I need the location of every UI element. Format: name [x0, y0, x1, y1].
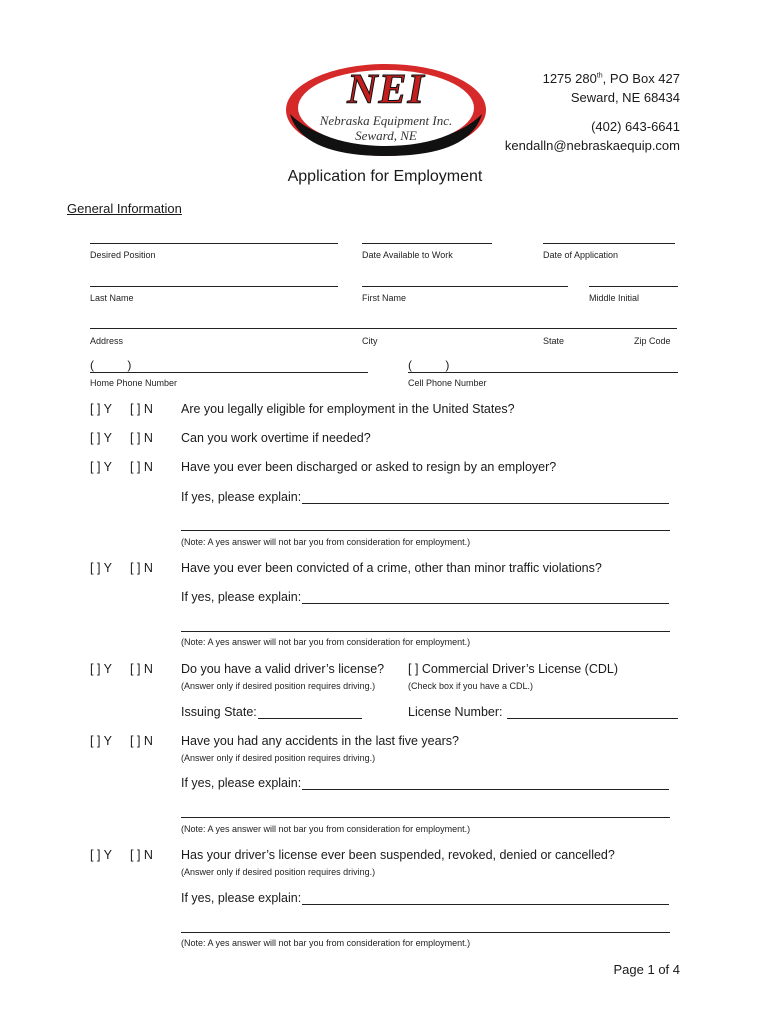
last-name-line[interactable]: [90, 286, 338, 287]
logo-initials: NEI: [347, 67, 425, 113]
address-line[interactable]: [90, 328, 677, 329]
q5-note: (Answer only if desired position requires driving.): [181, 681, 376, 691]
cdl-checkbox[interactable]: [ ] Commercial Driver’s License (CDL): [408, 662, 618, 676]
q6-note-yes: (Note: A yes answer will not bar you from consideration for employment.): [181, 824, 471, 834]
address-suffix: th: [596, 72, 603, 80]
q7-no-checkbox[interactable]: [ ] N: [130, 848, 153, 862]
q7-note-yes: (Note: A yes answer will not bar you from consideration for employment.): [181, 938, 471, 948]
q2-text: Can you work overtime if needed?: [181, 431, 371, 445]
state-label: State: [543, 336, 565, 346]
page-number: Page 1 of 4: [613, 962, 680, 977]
q4-note: (Note: A yes answer will not bar you from consideration for employment.): [181, 637, 471, 647]
company-logo: [282, 60, 490, 160]
q3-explain-line1[interactable]: [302, 503, 669, 504]
last-name-label: Last Name: [90, 293, 134, 303]
q6-explain-line2[interactable]: [181, 817, 670, 818]
q2-yes-checkbox[interactable]: [ ] Y: [90, 431, 113, 445]
q6-explain-label: If yes, please explain:: [181, 776, 302, 790]
q1-yes-checkbox[interactable]: [ ] Y: [90, 402, 113, 416]
q6-note: (Answer only if desired position requires driving.): [181, 753, 376, 763]
page-title: Application for Employment: [287, 168, 483, 185]
q7-explain-label: If yes, please explain:: [181, 891, 302, 905]
company-phone: (402) 643-6641: [591, 119, 680, 134]
q7-note: (Answer only if desired position requires driving.): [181, 867, 376, 877]
q7-explain-line1[interactable]: [302, 904, 669, 905]
q4-explain-label: If yes, please explain:: [181, 590, 302, 604]
q4-yes-checkbox[interactable]: [ ] Y: [90, 561, 113, 575]
section-heading: General Information: [67, 201, 182, 216]
first-name-label: First Name: [362, 293, 407, 303]
cell-phone-label: Cell Phone Number: [408, 378, 487, 388]
date-application-label: Date of Application: [543, 250, 619, 260]
q5-yes-checkbox[interactable]: [ ] Y: [90, 662, 113, 676]
q3-no-checkbox[interactable]: [ ] N: [130, 460, 153, 474]
date-application-line[interactable]: [543, 243, 675, 244]
home-phone-paren: ( ): [90, 358, 132, 372]
q4-no-checkbox[interactable]: [ ] N: [130, 561, 153, 575]
q3-explain-label: If yes, please explain:: [181, 490, 302, 504]
logo-company-name: Nebraska Equipment Inc.: [319, 113, 453, 128]
q6-no-checkbox[interactable]: [ ] N: [130, 734, 153, 748]
city-label: City: [362, 336, 378, 346]
license-number-label: License Number:: [408, 705, 503, 719]
cell-phone-paren: ( ): [408, 358, 450, 372]
date-available-label: Date Available to Work: [362, 250, 453, 260]
q5-text: Do you have a valid driver’s license?: [181, 662, 385, 676]
company-address-line1: [543, 71, 680, 86]
q4-explain-line1[interactable]: [302, 603, 669, 604]
q3-text: Have you ever been discharged or asked to resign by an employer?: [181, 460, 557, 474]
q5-no-checkbox[interactable]: [ ] N: [130, 662, 153, 676]
q6-text: Have you had any accidents in the last five years?: [181, 734, 459, 748]
middle-initial-label: Middle Initial: [589, 293, 640, 303]
q7-yes-checkbox[interactable]: [ ] Y: [90, 848, 113, 862]
q6-explain-line1[interactable]: [302, 789, 669, 790]
zip-label: Zip Code: [634, 336, 671, 346]
cell-phone-line[interactable]: [408, 372, 678, 373]
cdl-note: (Check box if you have a CDL.): [408, 681, 534, 691]
q3-explain-line2[interactable]: [181, 530, 670, 531]
q3-note: (Note: A yes answer will not bar you from consideration for employment.): [181, 537, 471, 547]
q4-text: Have you ever been convicted of a crime, other than minor traffic violations?: [181, 561, 602, 575]
q1-no-checkbox[interactable]: [ ] N: [130, 402, 153, 416]
home-phone-line[interactable]: [90, 372, 368, 373]
q7-text: Has your driver’s license ever been suspended, revoked, denied or cancelled?: [181, 848, 615, 862]
issuing-state-label: Issuing State:: [181, 705, 257, 719]
address-label: Address: [90, 336, 124, 346]
q7-explain-line2[interactable]: [181, 932, 670, 933]
q6-yes-checkbox[interactable]: [ ] Y: [90, 734, 113, 748]
date-available-line[interactable]: [362, 243, 492, 244]
q3-yes-checkbox[interactable]: [ ] Y: [90, 460, 113, 474]
q2-no-checkbox[interactable]: [ ] N: [130, 431, 153, 445]
first-name-line[interactable]: [362, 286, 568, 287]
desired-position-label: Desired Position: [90, 250, 156, 260]
home-phone-label: Home Phone Number: [90, 378, 178, 388]
company-address-line2: Seward, NE 68434: [570, 90, 680, 105]
address-number: 1275 280: [542, 71, 597, 86]
license-number-line[interactable]: [507, 718, 678, 719]
logo-location: Seward, NE: [355, 128, 417, 143]
desired-position-line[interactable]: [90, 243, 338, 244]
address-po-box: , PO Box 427: [602, 71, 680, 86]
q1-text: Are you legally eligible for employment in the United States?: [181, 402, 515, 416]
q4-explain-line2[interactable]: [181, 631, 670, 632]
issuing-state-line[interactable]: [258, 718, 362, 719]
middle-initial-line[interactable]: [589, 286, 678, 287]
company-email[interactable]: kendalln@nebraskaequip.com: [504, 138, 680, 153]
